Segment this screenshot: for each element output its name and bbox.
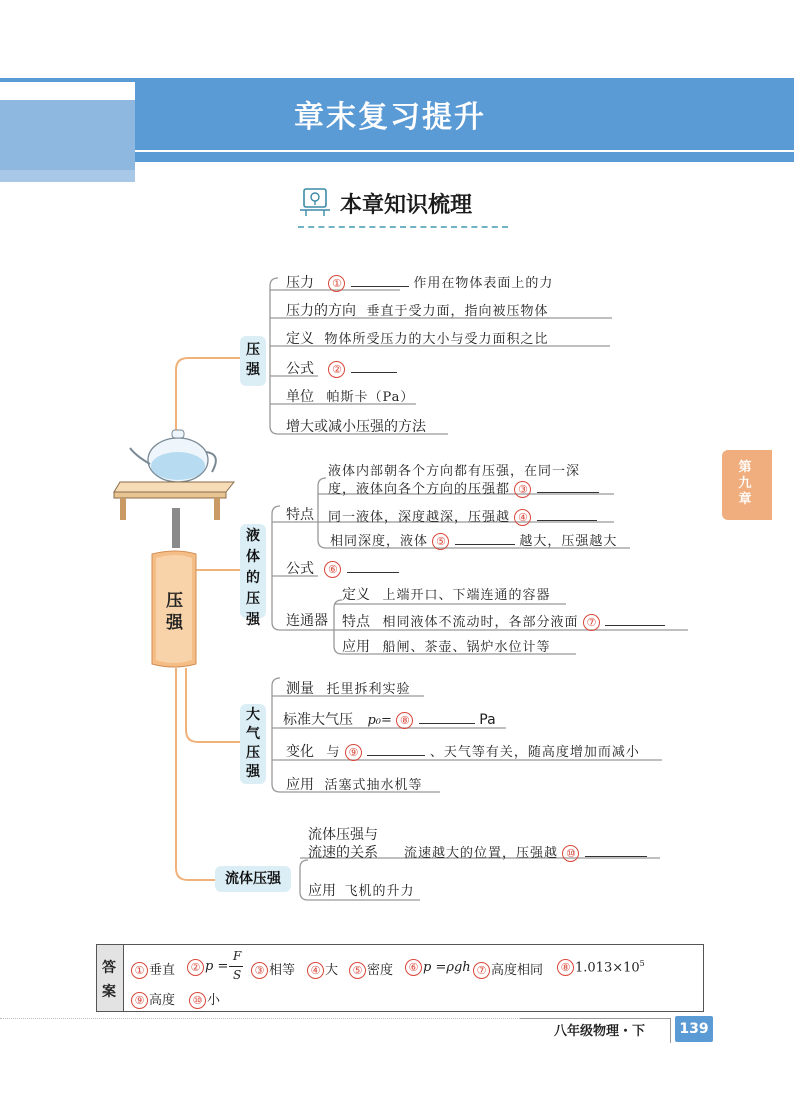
connector-definition-row [342,584,550,604]
fluid-relation-line2: 流速的关系 [308,845,378,861]
answer-3-text: 相等 [269,963,296,978]
liquid-feature-1-line2-row [328,478,599,498]
liquid-formula-label: 公式 [286,561,314,577]
answer-7 [473,959,543,979]
answer-3 [251,959,295,979]
answer-9-text: 高度 [149,993,176,1008]
marker-5: ⑤ [432,533,449,550]
section-title: 本章知识梳理 [340,193,473,218]
liquid-feature-3-row [330,530,617,550]
answer-10 [189,989,220,1009]
atmos-change-row [286,741,640,761]
blank-4 [537,506,597,521]
answer-8-text: 1.013×10 [575,960,640,976]
answer-5-text: 密度 [367,963,394,978]
atmos-standard-row [283,709,496,729]
node-fluid-pressure: 流体压强 [215,866,291,892]
answer-2-prefix: p = [205,959,229,974]
node-pressure-char: 强 [246,362,260,378]
node-liquid-pressure-char: 强 [246,612,260,628]
answer-7-text: 高度相同 [491,963,544,978]
atmos-measure-row [286,678,410,698]
answer-marker-8: ⑧ [557,959,574,976]
marker-7: ⑦ [583,614,600,631]
change-b: 、天气等有关，随高度增加而减小 [429,745,640,760]
answer-marker-7: ⑦ [473,962,490,979]
standard-label: 标准大气压 [283,712,353,728]
blank-1 [351,272,409,287]
measure-desc: 托里拆利实验 [326,682,411,697]
chapter-tab-char: 九 [738,476,752,491]
answer-2-denominator: S [233,968,242,982]
node-liquid-pressure-char: 液 [246,528,260,544]
answer-label-1: 答 [102,960,116,976]
definition-label: 定义 [286,331,314,347]
connector-def-label: 定义 [342,587,370,603]
answer-9 [131,989,175,1009]
marker-2: ② [328,361,345,378]
blank-9 [367,741,425,756]
connector-label: 连通器 [286,613,328,629]
blank-8 [419,709,475,724]
marker-6: ⑥ [324,561,341,578]
answer-marker-3: ③ [251,962,268,979]
answer-label-2: 案 [102,984,116,1000]
unit-label: 单位 [286,389,314,405]
page-number: 139 [675,1016,713,1042]
answer-box [96,944,704,1012]
answer-marker-9: ⑨ [131,992,148,1009]
liquid-feature-3b: 越大，压强越大 [519,534,618,549]
pressure-unit-row [286,386,414,406]
marker-3: ③ [514,481,531,498]
fluid-relation-line1: 流体压强与 [308,827,378,843]
pressure-definition-row [286,328,548,348]
answer-marker-4: ④ [307,962,324,979]
connector-def-desc: 上端开口、下端连通的容器 [382,588,551,603]
force-label: 压力 [286,275,314,291]
answer-8 [557,959,645,976]
marker-1: ① [328,275,345,292]
atmos-application-row [286,774,422,794]
chapter-tab-char: 章 [738,492,752,507]
marker-10: ⑩ [562,845,579,862]
liquid-feature-1-line2: 度，液体向各个方向的压强都 [328,482,511,497]
liquid-feature-3a: 相同深度，液体 [330,534,429,549]
chapter-tab-char: 第 [738,460,752,475]
liquid-formula-row [286,558,399,578]
connector-app-desc: 船闸、茶壶、锅炉水位计等 [382,640,551,655]
measure-label: 测量 [286,681,314,697]
blank-2 [351,358,397,373]
chapter-title: 章末复习提升 [294,100,486,135]
connector-app-label: 应用 [342,639,370,655]
answer-4 [307,959,338,979]
node-atmospheric-pressure [240,704,266,784]
blank-6 [347,558,399,573]
answer-1 [131,959,175,979]
node-pressure-char: 压 [246,342,260,358]
node-liquid-pressure-char: 的 [246,570,260,586]
answer-8-exponent: 5 [639,959,645,968]
atmos-app-desc: 活塞式抽水机等 [324,778,423,793]
direction-desc: 垂直于受力面，指向被压物体 [366,304,549,319]
liquid-feature-2: 同一液体，深度越深，压强越 [328,510,511,525]
connector-feat-desc: 相同液体不流动时，各部分液面 [382,615,579,630]
formula-label: 公式 [286,361,314,377]
answer-marker-1: ① [131,962,148,979]
definition-desc: 物体所受压力的大小与受力面积之比 [324,332,549,347]
liquid-feature-1-line1: 液体内部朝各个方向都有压强，在同一深 [328,464,581,479]
marker-9: ⑨ [345,744,362,761]
direction-label: 压力的方向 [286,303,356,319]
answer-6-text: p =ρgh [423,960,471,975]
answer-2-fraction-bar [229,966,243,967]
blank-3 [537,478,599,493]
answer-4-text: 大 [325,963,339,978]
pressure-force-row [286,272,553,292]
fluid-application-row [308,880,414,900]
unit-desc: 帕斯卡（Pa） [326,390,415,405]
pressure-methods-row: 增大或减小压强的方法 [286,419,426,435]
pressure-formula-row [286,358,397,378]
central-label-char: 压 [166,591,183,611]
node-pressure [240,336,266,386]
node-atmospheric-pressure-char: 压 [246,745,260,761]
liquid-feature-label: 特点 [286,507,314,523]
footer-dotted-line [0,1018,540,1020]
answer-5 [349,959,393,979]
book-label: 八年级物理・下 [554,1024,646,1039]
node-liquid-pressure [240,524,266,628]
node-atmospheric-pressure-char: 强 [246,764,260,780]
answer-label [97,945,124,1011]
blank-7 [605,611,665,626]
fluid-app-label: 应用 [308,883,336,899]
pressure-direction-row [286,300,548,320]
change-label: 变化 [286,744,314,760]
answer-2-numerator: F [233,949,242,963]
teapot-on-table-illustration [108,420,238,550]
blank-10 [585,842,647,857]
node-liquid-pressure-char: 压 [246,591,260,607]
connector-application-row [342,636,550,656]
atmos-app-label: 应用 [286,777,314,793]
p0-label: p₀= [367,713,392,728]
central-label [166,590,186,634]
force-desc: 作用在物体表面上的力 [413,276,554,291]
node-atmospheric-pressure-char: 气 [246,726,260,742]
node-liquid-pressure-char: 体 [246,549,260,565]
change-a: 与 [326,745,341,760]
marker-8: ⑧ [396,712,413,729]
fluid-relation-label [308,826,378,862]
node-atmospheric-pressure-char: 大 [246,707,260,723]
answer-marker-10: ⑩ [189,992,206,1009]
fluid-relation-desc: 流速越大的位置，压强越 [404,846,559,861]
answer-marker-2: ② [187,959,204,976]
central-label-char: 强 [166,613,183,633]
fluid-relation-row [404,842,647,862]
liquid-feature-2-row [328,506,597,526]
answer-1-text: 垂直 [149,963,176,978]
connector-feature-row [342,611,665,631]
answer-10-text: 小 [207,993,221,1008]
standard-unit: Pa [479,712,496,728]
answer-marker-6: ⑥ [405,959,422,976]
answer-marker-5: ⑤ [349,962,366,979]
blank-5 [455,530,515,545]
marker-4: ④ [514,509,531,526]
connector-feat-label: 特点 [342,614,370,630]
answer-6 [405,959,471,976]
fluid-app-desc: 飞机的升力 [344,884,415,899]
